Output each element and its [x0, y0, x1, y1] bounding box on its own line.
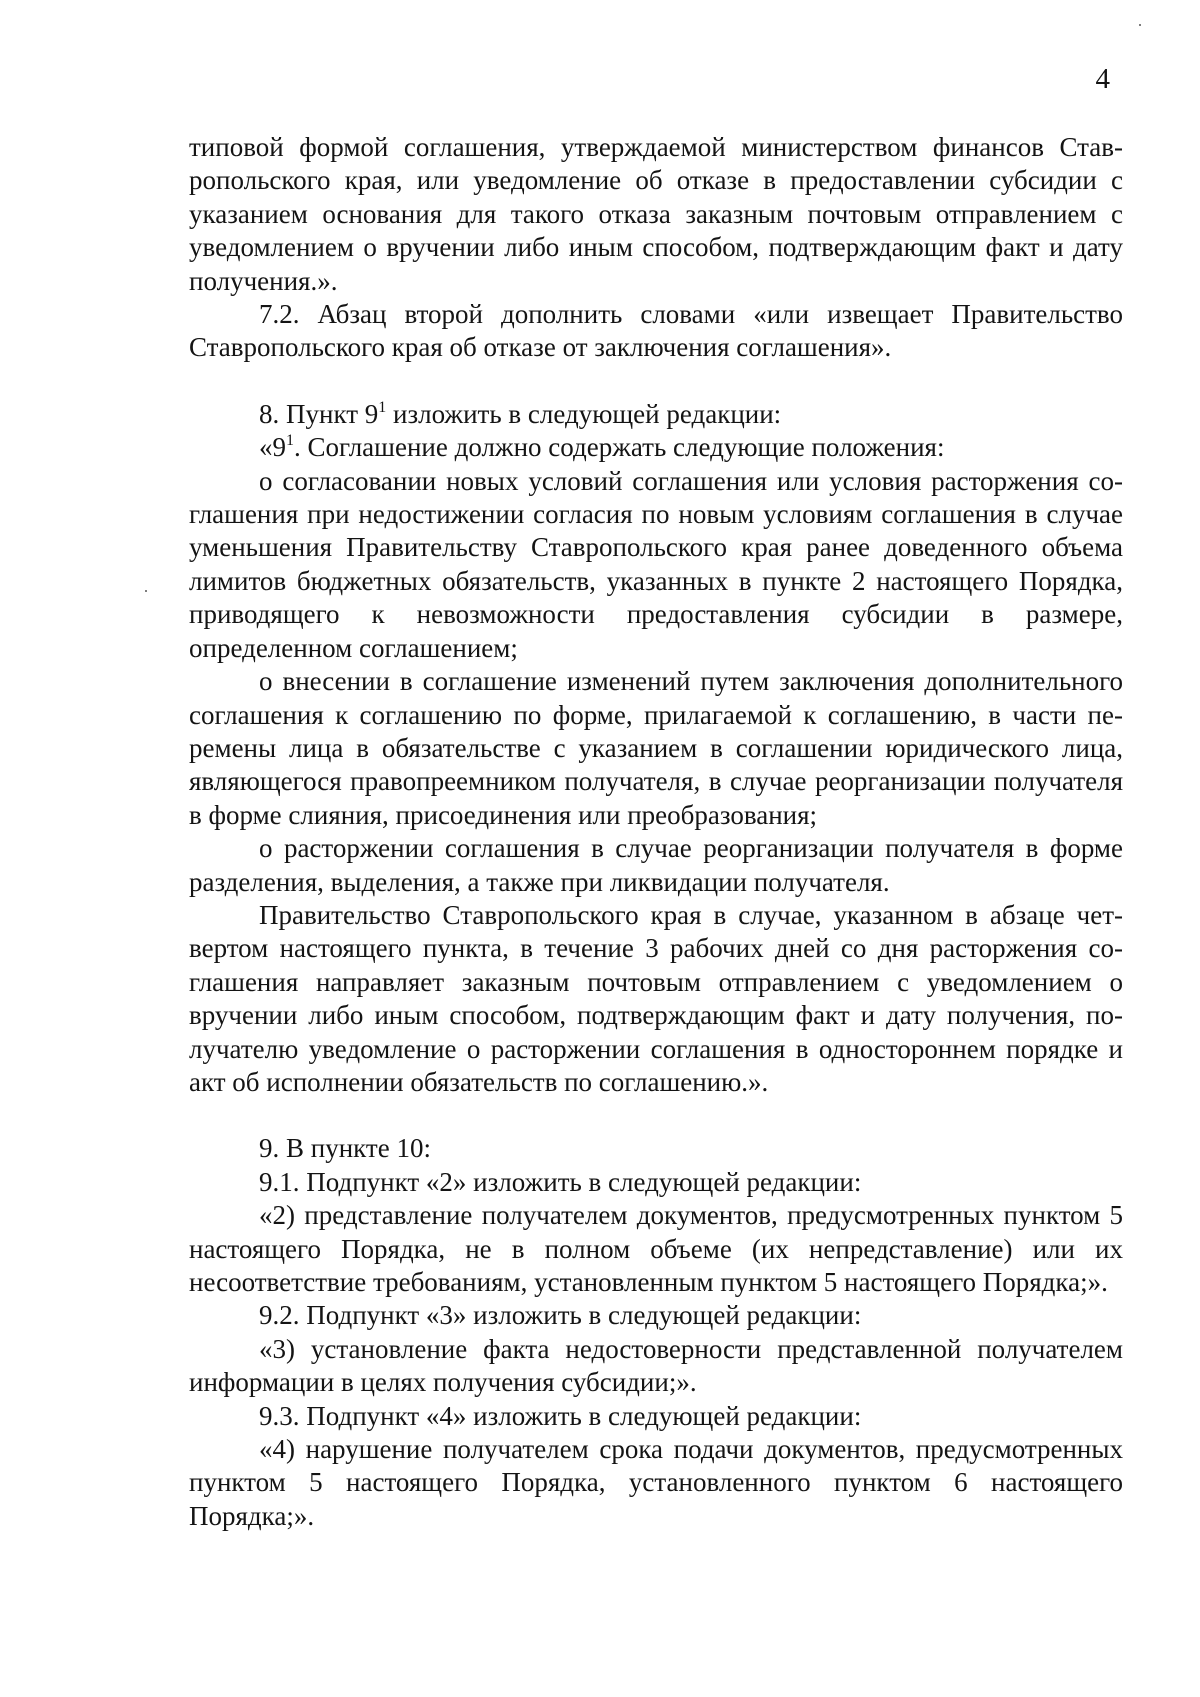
paragraph-subitem-2: «2) представление получателем документов, предусмотренных пунктом 5 настоящего Порядка, не в полном объеме (их непредставление) или их несоответствие требованиям, установленным пунктом 5 настоящего Порядка;». [189, 1200, 1123, 1297]
document-body [189, 131, 1123, 1533]
paragraph-termination: о расторжении соглашения в случае реорганизации получателя в форме разделения, выделения, а также при ликвидации получателя. [189, 833, 1123, 897]
paragraph-9-1: 9.1. Подпункт «2» изложить в следующей редакции: [259, 1166, 862, 1197]
paragraph-9-3: 9.3. Подпункт «4» изложить в следующей редакции: [259, 1400, 862, 1431]
paragraph-government-notice: Правительство Ставропольского края в случае, указанном в абзаце четвертом настоящего пункта, в течение 3 рабочих дней со дня расторжения соглашения направляет заказным почтовым отправлением с уведомлением о вручении либо иным способом, подтверждающим факт и дату получения, получателю уведомление о расторжении соглашения в одностороннем порядке и акт об исполнении обязательств по соглашению.». [189, 899, 1123, 1097]
paragraph-7-2: 7.2. Абзац второй дополнить словами «или извещает Правительство Ставропольского края об отказе от заключения соглашения». [189, 299, 1123, 363]
paragraph-9-1-text: «9 [259, 432, 286, 463]
paragraph-9-1-text-end: . Соглашение должно содержать следующие положения: [294, 432, 945, 463]
paragraph-new-conditions: о согласовании новых условий соглашения или условия расторжения соглашения при недостижении согласия по новым условиям соглашения в случае уменьшения Правительству Ставропольского края ранее доведенного объема лимитов бюджетных обязательств, указанных в пункте 2 настоящего Порядка, приводящего к невозможности предоставления субсидии в размере, определенном соглашением; [189, 465, 1123, 663]
paragraph-8-text-end: изложить в следующей редакции: [386, 398, 782, 429]
scan-speck [145, 590, 147, 592]
paragraph-9-2: 9.2. Подпункт «3» изложить в следующей редакции: [259, 1300, 862, 1331]
paragraph-8-text: 8. Пункт 9 [259, 398, 379, 429]
paragraph-amendments: о внесении в соглашение изменений путем заключения дополнительного соглашения к соглашению по форме, прилагаемой к соглашению, в части перемены лица в обязательстве с указанием в соглашении юридического лица, являющегося правопреемником получателя, в случае реорганизации получателя в форме слияния, присоединения или преобразования; [189, 666, 1123, 830]
paragraph-9: 9. В пункте 10: [259, 1133, 431, 1164]
paragraph-9-1-heading [189, 431, 1123, 464]
superscript: 1 [286, 432, 294, 450]
paragraph-subitem-3: «3) установление факта недостоверности представленной получателем информации в целях получения субсидии;». [189, 1333, 1123, 1398]
paragraph-subitem-4: «4) нарушение получателем срока подачи документов, предусмотренных пунктом 5 настоящего Порядка, установленного пунктом 6 настоящего Порядка;». [189, 1434, 1123, 1531]
scan-speck [1139, 24, 1141, 26]
superscript: 1 [378, 398, 387, 416]
page-number: 4 [1095, 63, 1110, 95]
paragraph-8 [189, 398, 1123, 431]
paragraph-continuation: типовой формой соглашения, утверждаемой министерством финансов Ставропольского края, или уведомление об отказе в предоставлении субсидии с указанием основания для такого отказа заказным почтовым отправлением с уведомлением о вручении либо иным способом, подтверждающим факт и дату получения.». [189, 132, 1123, 296]
